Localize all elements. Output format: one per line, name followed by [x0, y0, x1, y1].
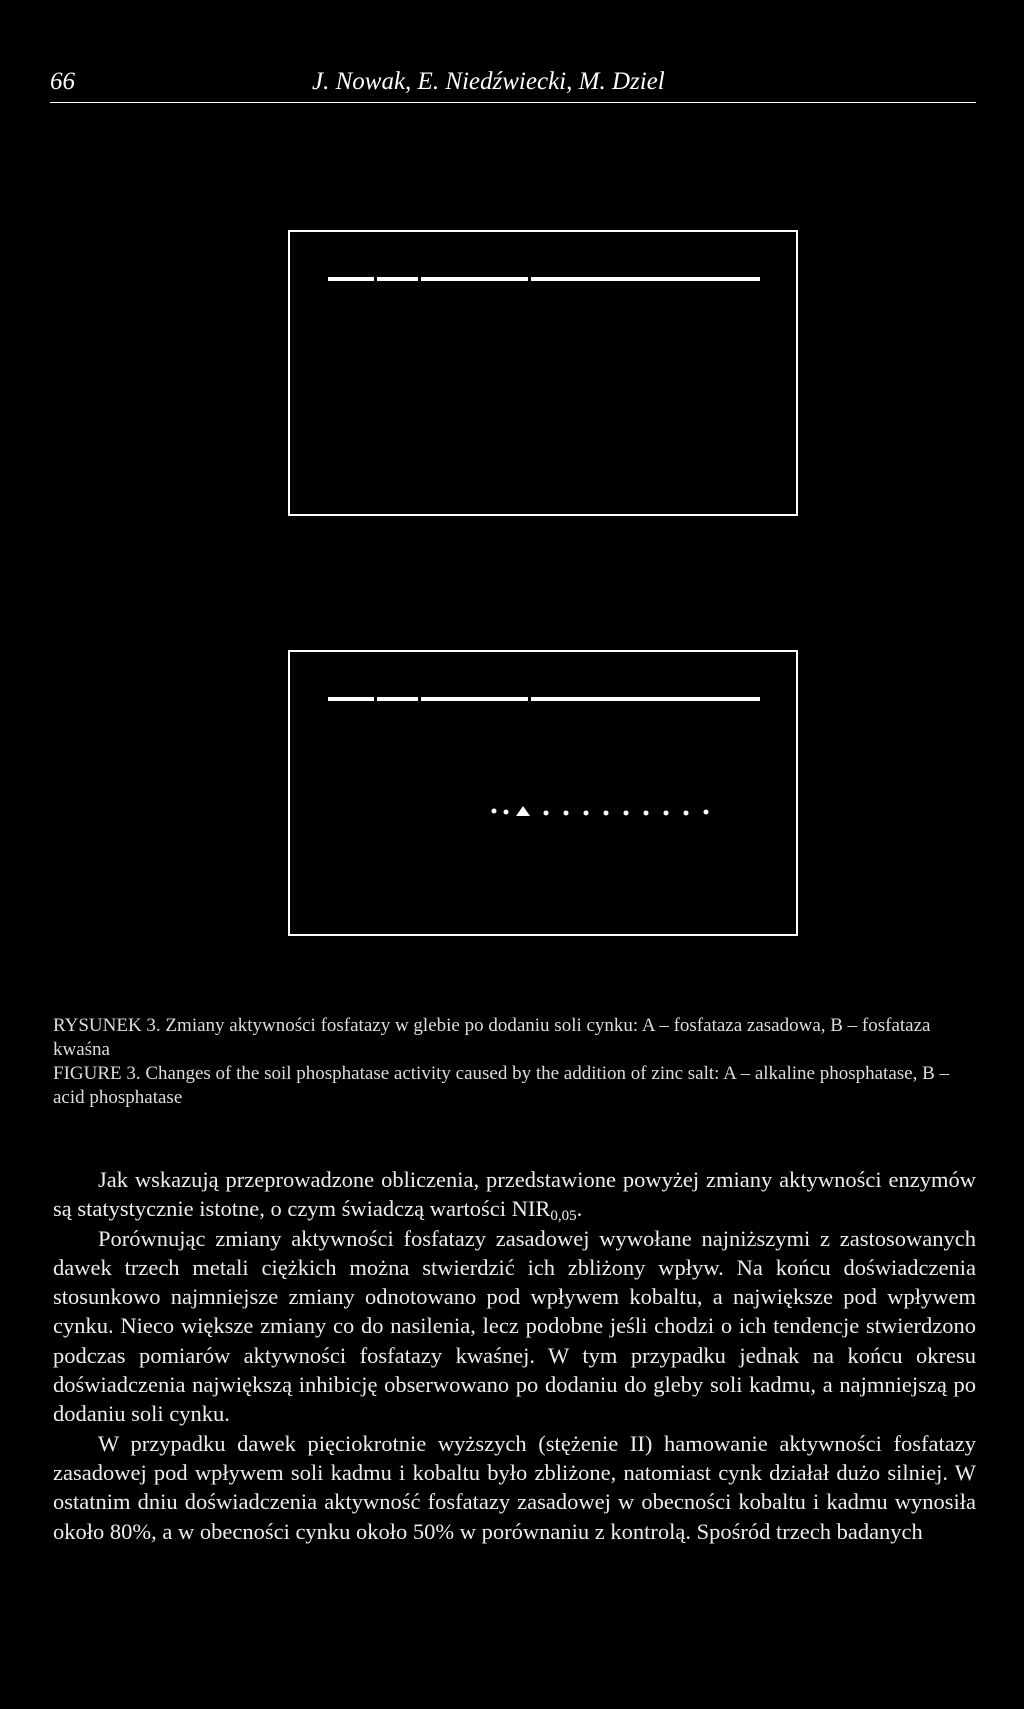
body-text [53, 1165, 976, 1546]
panel-b-marker [492, 809, 497, 814]
subscript-significance-level: 0,05 [550, 1208, 577, 1225]
panel-b-marker [564, 811, 569, 816]
panel-b-marker [584, 811, 589, 816]
paragraph [53, 1165, 976, 1224]
panel-a-line-gap [374, 274, 377, 284]
caption-polish: RYSUNEK 3. Zmiany aktywności fosfatazy w glebie po dodaniu soli cynku: A – fosfataza zasadowa, B – fosfataza kwaśna [53, 1015, 931, 1060]
panel-b-line-gap [528, 694, 531, 704]
panel-b-marker [684, 811, 689, 816]
panel-b-marker [604, 811, 609, 816]
caption-english: FIGURE 3. Changes of the soil phosphatase activity caused by the addition of zinc salt: A – alkaline phosphatase, B – acid phosphatase [53, 1063, 949, 1108]
panel-b-marker [544, 811, 549, 816]
figure-caption [53, 1014, 977, 1110]
panel-b-marker [644, 811, 649, 816]
figure-panel-a [288, 230, 798, 516]
panel-b-marker [704, 810, 709, 815]
page-number: 66 [50, 68, 75, 95]
panel-b-marker [624, 811, 629, 816]
running-header-authors: J. Nowak, E. Niedźwiecki, M. Dziel [312, 68, 665, 95]
panel-a-plot [290, 232, 796, 514]
panel-a-line-gap [418, 274, 421, 284]
panel-a-line-gap [528, 274, 531, 284]
running-header [50, 68, 976, 103]
paragraph: W przypadku dawek pięciokrotnie wyższych (stężenie II) hamowanie aktywności fosfatazy zasadowej pod wpływem soli kadmu i kobaltu było zbliżone, natomiast cynk działał dużo silniej. W ostatnim dniu doświadczenia aktywność fosfatazy zasadowej w obecności kobaltu i kadmu wynosiła około 80%, a w obecności cynku około 50% w porównaniu z kontrolą. Spośród trzech badanych [53, 1430, 976, 1544]
panel-b-plot [290, 652, 796, 934]
panel-b-marker [504, 810, 509, 815]
paragraph-text-end: . [576, 1196, 583, 1222]
panel-b-marker [664, 811, 669, 816]
paragraph: Porównując zmiany aktywności fosfatazy zasadowej wywołane najniższymi z zastosowanych dawek trzech metali ciężkich można stwierdzić ich zbliżony wpływ. Na końcu doświadczenia stosunkowo najmniejsze zmiany odnotowano pod wpływem kobaltu, a największe pod wpływem cynku. Nieco większe zmiany co do nasilenia, lecz podobne jeśli chodzi o ich tendencje stwierdzono podczas pomiarów aktywności fosfatazy kwaśnej. W tym przypadku jednak na końcu okresu doświadczenia największą inhibicję obserwowano po dodaniu do gleby soli kadmu, a najmniejszą po dodaniu soli cynku. [53, 1225, 976, 1427]
panel-b-line-gap [418, 694, 421, 704]
paragraph-text: Jak wskazują przeprowadzone obliczenia, przedstawione powyżej zmiany aktywności enzymów są statystycznie istotne, o czym świadczą wartości NIR [53, 1167, 976, 1222]
panel-b-marker [516, 806, 530, 816]
figure-panel-b [288, 650, 798, 936]
panel-b-line-gap [374, 694, 377, 704]
